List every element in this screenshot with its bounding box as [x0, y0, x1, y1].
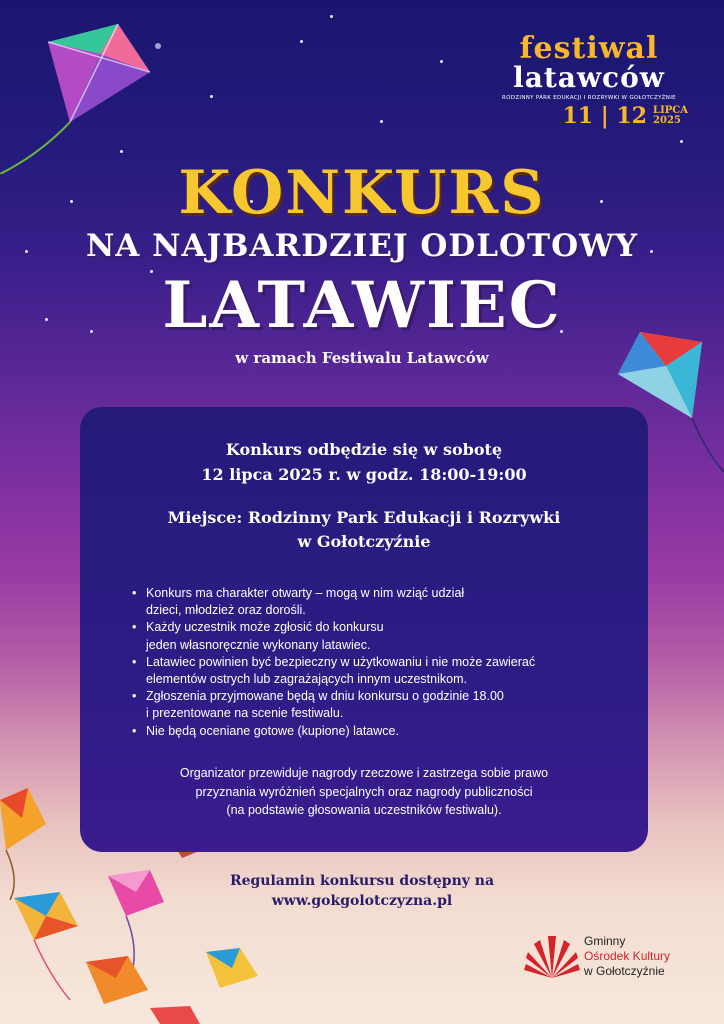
headline-konkurs: KONKURS [178, 158, 546, 228]
prizes-note: Organizator przewiduje nagrody rzeczowe i zastrzega sobie prawo przyznania wyróżnień specjalnych oraz nagrody publiczności (na podstawie głosowania uczestników festiwalu). [179, 766, 549, 817]
event-date-line-2: 12 lipca 2025 r. w godz. 18:00-19:00 [201, 465, 527, 484]
logo-line-festiwal: festiwal [519, 31, 659, 66]
headline-latawiec: LATAWIEC [162, 268, 562, 343]
organizer-emblem-icon [524, 928, 580, 984]
star [680, 140, 683, 143]
star [330, 15, 333, 18]
logo-date [484, 103, 694, 129]
list-item: • Nie będą oceniane gotowe (kupione) latawce. [132, 723, 632, 740]
list-item: • Latawiec powinien być bezpieczny w użytkowaniu i nie może zawierać elementów ostrych lub zagrażających innym uczestnikom. [132, 654, 632, 688]
headline-subtitle: w ramach Festiwalu Latawców [235, 349, 489, 367]
organizer-logo [524, 928, 704, 984]
regulations-url-link[interactable]: www.gokgolotczyzna.pl [271, 893, 453, 909]
list-item: • Każdy uczestnik może zgłosić do konkursu jeden własnoręcznie wykonany latawiec. [132, 619, 632, 653]
regulations-text: Regulamin konkursu dostępny na [229, 873, 495, 889]
event-location [80, 506, 648, 554]
organizer-line-2: Ośrodek Kultury [584, 949, 671, 963]
list-item: • Konkurs ma charakter otwarty – mogą w nim wziąć udział dzieci, młodzież oraz dorośli. [132, 585, 632, 619]
star [300, 40, 303, 43]
kite-illustration [0, 14, 170, 174]
star [440, 60, 443, 63]
event-date-line-1: Konkurs odbędzie się w sobotę [225, 440, 503, 459]
logo-subline: RODZINNY PARK EDUKACJI I ROZRYWKI W GOŁOTCZYŹNIE [502, 95, 676, 101]
regulations-info [150, 871, 574, 911]
logo-line-latawcow: latawców [513, 61, 665, 94]
star [380, 120, 383, 123]
festival-logo [484, 31, 694, 129]
logo-year: 2025 [653, 115, 681, 126]
logo-month: LIPCA [653, 105, 688, 116]
organizer-name [584, 934, 670, 979]
headline-odlotowy: NA NAJBARDZIEJ ODLOTOWY [85, 228, 639, 264]
logo-days: 11 | 12 [562, 103, 648, 129]
list-item: • Zgłoszenia przyjmowane będą w dniu konkursu o godzinie 18.00 i prezentowane na scenie festiwalu. [132, 688, 632, 722]
event-location-line-2: w Gołotczyźnie [297, 532, 431, 551]
organizer-line-1: Gminny [584, 934, 626, 948]
organizer-line-3: w Gołotczyźnie [584, 964, 665, 978]
event-location-line-1: Miejsce: Rodzinny Park Edukacji i Rozrywki [167, 508, 561, 527]
event-date-time [80, 437, 648, 487]
star [210, 95, 213, 98]
rules-list [132, 585, 632, 740]
logo-month-year [653, 106, 688, 126]
